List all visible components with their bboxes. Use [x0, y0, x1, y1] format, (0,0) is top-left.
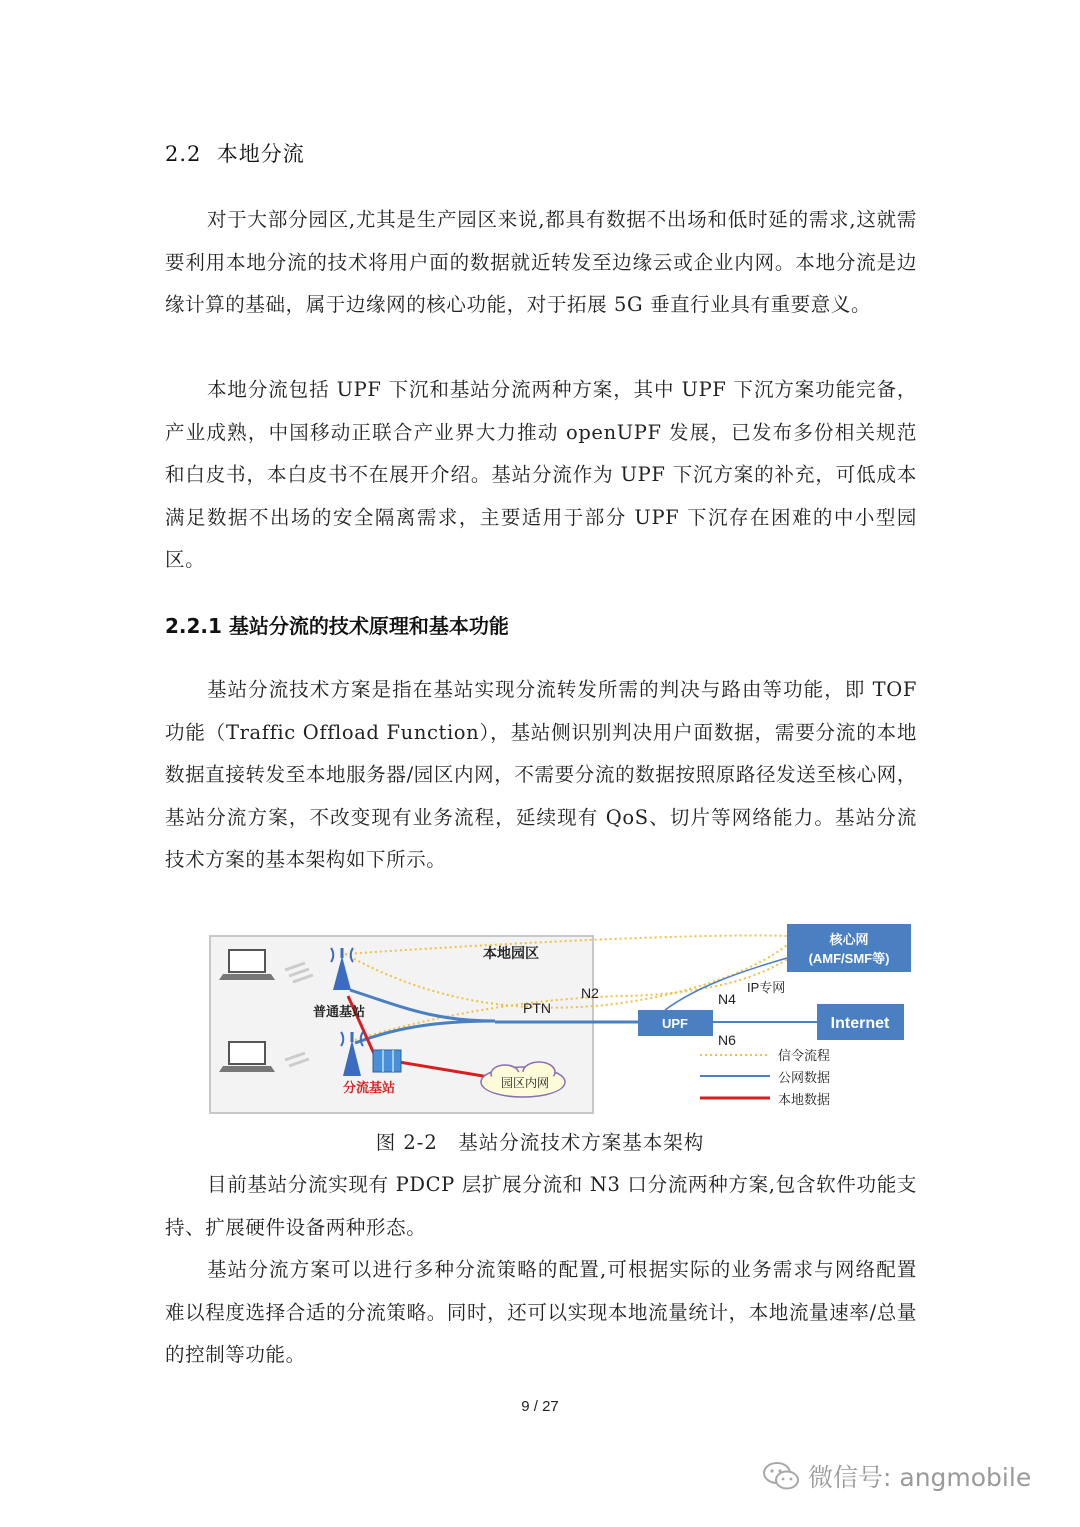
normal-bs-label: 普通基站	[313, 1004, 366, 1019]
paragraph-1: 对于大部分园区,尤其是生产园区来说,都具有数据不出场和低时延的需求,这就需要利用本地分流的技术将用户面的数据就近转发至边缘云或企业内网。本地分流是边缘计算的基础，属于边缘网的核心功能，对于拓展 5G 垂直行业具有重要意义。	[165, 208, 917, 316]
offload-bs-label: 分流基站	[343, 1080, 396, 1095]
subsection-title: 基站分流的技术原理和基本功能	[228, 614, 509, 638]
ptn-label: PTN	[523, 1000, 551, 1016]
watermark-text: 微信号: angmobile	[808, 1463, 1032, 1492]
section-heading	[165, 138, 305, 168]
legend	[700, 1048, 830, 1107]
figure-caption: 图 2-2 基站分流技术方案基本架构	[375, 1131, 705, 1154]
offload-server-icon	[373, 1050, 401, 1072]
upf-label: UPF	[662, 1016, 688, 1031]
core-network-label-2: (AMF/SMF等)	[808, 951, 890, 966]
subsection-heading	[165, 610, 509, 639]
internet-label: Internet	[830, 1015, 890, 1032]
legend-label-local: 本地数据	[778, 1092, 831, 1107]
n6-label: N6	[718, 1032, 736, 1048]
ip-private-label: IP专网	[747, 980, 786, 995]
paragraph-2: 本地分流包括 UPF 下沉和基站分流两种方案，其中 UPF 下沉方案功能完备，产业成熟，中国移动正联合产业界大力推动 openUPF 发展，已发布多份相关规范和白皮书，本白皮书不在展开介绍。基站分流作为 UPF 下沉方案的补充，可低成本满足数据不出场的安全隔离需求，主要适用于部分 UPF 下沉存在困难的中小型园区。	[165, 378, 917, 571]
wechat-watermark	[762, 1456, 1031, 1496]
campus-net-label: 园区内网	[501, 1076, 550, 1090]
paragraph-5: 基站分流方案可以进行多种分流策略的配置,可根据实际的业务需求与网络配置难以程度选择合适的分流策略。同时，还可以实现本地流量统计，本地流量速率/总量的控制等功能。	[165, 1258, 917, 1366]
n4-label: N4	[718, 991, 736, 1007]
page-number: 9 / 27	[521, 1398, 559, 1415]
subsection-number: 2.2.1	[165, 614, 222, 638]
legend-label-signaling: 信令流程	[778, 1048, 831, 1063]
core-network-label-1: 核心网	[829, 932, 869, 947]
wechat-icon	[762, 1460, 800, 1492]
paragraph-3: 基站分流技术方案是指在基站实现分流转发所需的判决与路由等功能，即 TOF 功能（Traffic Offload Function），基站侧识别判决用户面数据，需要分流的本地数据直接转发至本地服务器/园区内网，不需要分流的数据按照原路径发送至核心网，基站分流方案，不改变现有业务流程，延续现有 QoS、切片等网络能力。基站分流技术方案的基本架构如下所示。	[165, 678, 917, 871]
region-label: 本地园区	[483, 945, 539, 961]
section-title: 本地分流	[216, 142, 305, 166]
n2-label: N2	[581, 985, 599, 1001]
section-number: 2.2	[165, 142, 202, 166]
legend-label-public: 公网数据	[778, 1070, 831, 1085]
architecture-diagram	[205, 918, 920, 1123]
paragraph-4: 目前基站分流实现有 PDCP 层扩展分流和 N3 口分流两种方案,包含软件功能支持、扩展硬件设备两种形态。	[165, 1173, 917, 1239]
